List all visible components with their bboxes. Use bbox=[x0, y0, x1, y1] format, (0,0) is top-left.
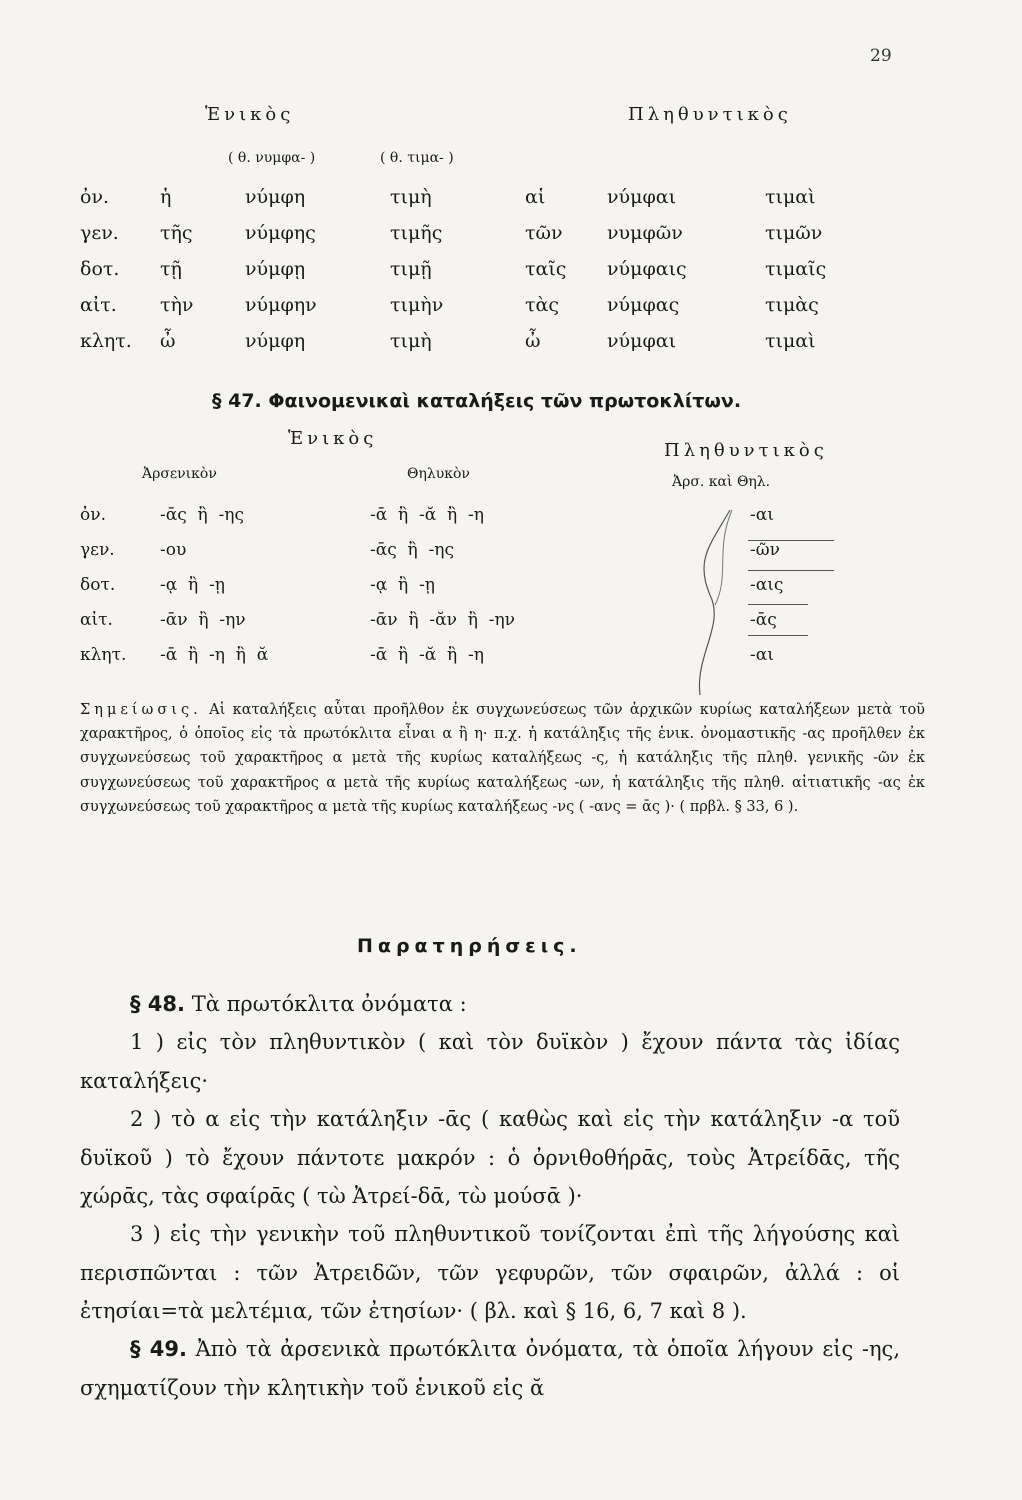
case-label: γεν. bbox=[80, 222, 119, 244]
ending-cell: -ᾱν ἢ -ην bbox=[160, 610, 246, 630]
table-cell: τιμὴ bbox=[390, 330, 432, 352]
item-text: 2 ) τὸ α εἰς τὴν κατάληξιν -ᾱς ( καθὼς καὶ εἰς τὴν κατάληξιν -α τοῦ δυϊκοῦ ) τὸ ἔχουν πάντοτε μακρόν : ὁ ὀρνιθοθήρᾱς, τοὺς Ἀτρείδᾱς, τῆς χώρᾱς, τὰς σφαίρᾱς ( τὼ Ἀτρεί-δᾱ, τὼ μούσᾱ )· bbox=[80, 1107, 900, 1208]
note-label: Σημείωσις. bbox=[80, 702, 202, 718]
table-cell: τιμὴ bbox=[390, 186, 432, 208]
table-cell: ἡ bbox=[160, 186, 172, 208]
section-text: Ἀπὸ τὰ ἀρσενικὰ πρωτόκλιτα ὀνόματα, τὰ ὁποῖα λήγουν εἰς -ης, σχηματίζουν τὴν κλητικὴν τοῦ ἑνικοῦ εἰς ᾰ bbox=[80, 1337, 900, 1400]
item-text: 1 ) εἰς τὸν πληθυντικὸν ( καὶ τὸν δυϊκὸν ) ἔχουν πάντα τὰς ἰδίας καταλήξεις· bbox=[80, 1030, 900, 1093]
table-cell: τὰς bbox=[525, 294, 559, 316]
table-cell: τῇ bbox=[160, 258, 182, 280]
page-number: 29 bbox=[870, 46, 892, 66]
table-cell: νύμφας bbox=[607, 294, 680, 316]
table-cell: νύμφαι bbox=[607, 186, 677, 208]
case-label: αἰτ. bbox=[80, 610, 113, 630]
divider bbox=[748, 604, 808, 605]
note-text: Αἱ καταλήξεις αὗται προῆλθον ἐκ συγχωνεύσεως τῶν ἀρχικῶν κυρίως καταλήξεων μετὰ τοῦ χαρακτῆρος, ὁ ὁποῖος εἰς τὰ πρωτόκλιτα εἶναι α ἢ η· π.χ. ἡ κατάληξις τῆς ἑνικ. ὀνομαστικῆς -ας προῆλθεν ἐκ συγχωνεύσεως τοῦ χαρακτῆρος α μετὰ τῆς κυρίως καταλήξεως -ς, ἡ κατάληξις τῆς πληθ. γενικῆς -ῶν ἐκ συγχωνεύσεως τοῦ χαρακτῆρος α μετὰ τῆς κυρίως καταλήξεως -ων, ἡ κατάληξις τῆς πληθ. αἰτιατικῆς -ας ἐκ συγχωνεύσεως τοῦ χαρακτῆρος α μετὰ τῆς κυρίως καταλήξεως -νς ( -ανς = ᾱς )· ( πρβλ. § 33, 6 ). bbox=[80, 702, 925, 815]
table-cell: τιμῶν bbox=[765, 222, 823, 244]
section-sign: § 49. bbox=[130, 1337, 187, 1361]
ending-cell: -αις bbox=[750, 575, 784, 595]
observations-heading: Παρατηρήσεις. bbox=[357, 935, 582, 957]
table-cell: τιμαὶ bbox=[765, 186, 816, 208]
divider bbox=[748, 540, 834, 541]
section-48-item-1 bbox=[80, 1023, 900, 1100]
ending-cell: -ᾱς ἢ -ης bbox=[160, 505, 244, 525]
column-heading: Ἀρσενικὸν bbox=[142, 466, 217, 482]
singular-heading: Ἑνικὸς bbox=[288, 428, 378, 449]
section-sign: § 47. bbox=[212, 390, 262, 412]
singular-heading: Ἑνικὸς bbox=[205, 104, 295, 125]
ending-cell: -ᾳ ἢ -ῃ bbox=[370, 575, 435, 595]
note-paragraph bbox=[80, 698, 925, 819]
table-cell: νύμφη bbox=[245, 330, 306, 352]
case-label: αἰτ. bbox=[80, 294, 117, 316]
column-heading: Θηλυκὸν bbox=[407, 466, 470, 482]
table-cell: ὦ bbox=[160, 330, 176, 352]
item-text: 3 ) εἰς τὴν γενικὴν τοῦ πληθυντικοῦ τονίζονται ἐπὶ τῆς λήγούσης καὶ περισπῶνται : τῶν Ἀτρειδῶν, τῶν γεφυρῶν, τῶν σφαιρῶν, ἀλλά : οἱ ἐτησίαι=τὰ μελτέμια, τῶν ἐτησίων· ( βλ. καὶ § 16, 6, 7 καὶ 8 ). bbox=[80, 1222, 900, 1323]
table-cell: τιμαὶ bbox=[765, 330, 816, 352]
table-cell: νυμφῶν bbox=[607, 222, 683, 244]
ending-cell: -ῶν bbox=[750, 540, 780, 560]
table-cell: τιμὴν bbox=[390, 294, 444, 316]
table-cell: νύμφαις bbox=[607, 258, 687, 280]
table-cell: αἱ bbox=[525, 186, 546, 208]
table-cell: τιμῆς bbox=[390, 222, 443, 244]
ending-cell: -ᾱν ἢ -ᾰν ἢ -ην bbox=[370, 610, 515, 630]
table-cell: τῶν bbox=[525, 222, 563, 244]
case-label: ὀν. bbox=[80, 505, 106, 525]
section-48-intro bbox=[80, 985, 900, 1024]
table-cell: τιμῇ bbox=[390, 258, 432, 280]
table-cell: τιμὰς bbox=[765, 294, 819, 316]
table-cell: ὦ bbox=[525, 330, 541, 352]
table-cell: τιμαῖς bbox=[765, 258, 827, 280]
case-label: δοτ. bbox=[80, 575, 116, 595]
section-heading: Φαινομενικαὶ καταλήξεις τῶν πρωτοκλίτων. bbox=[268, 390, 742, 412]
theme-label: ( θ. νυμφα- ) bbox=[228, 150, 316, 166]
divider bbox=[748, 635, 808, 636]
ending-cell: -ᾳ ἢ -ῃ bbox=[160, 575, 225, 595]
section-title bbox=[212, 390, 741, 412]
plural-heading: Πληθυντικὸς bbox=[628, 104, 792, 125]
table-cell: τῆς bbox=[160, 222, 193, 244]
table-cell: νύμφῃ bbox=[245, 258, 306, 280]
case-label: κλητ. bbox=[80, 330, 132, 352]
ending-cell: -ᾱ ἢ -ᾰ ἢ -η bbox=[370, 645, 484, 665]
ending-cell: -ου bbox=[160, 540, 187, 560]
table-cell: νύμφαι bbox=[607, 330, 677, 352]
section-48-item-3 bbox=[80, 1215, 900, 1331]
plural-bracket-decoration bbox=[670, 505, 840, 700]
ending-cell: -ᾱ ἢ -ᾰ ἢ -η bbox=[370, 505, 484, 525]
column-heading: Ἀρσ. καὶ Θηλ. bbox=[672, 474, 771, 490]
case-label: ὀν. bbox=[80, 186, 110, 208]
section-49 bbox=[80, 1330, 900, 1407]
case-label: δοτ. bbox=[80, 258, 120, 280]
table-cell: νύμφη bbox=[245, 186, 306, 208]
plural-heading: Πληθυντικὸς bbox=[664, 440, 828, 461]
case-label: γεν. bbox=[80, 540, 115, 560]
ending-cell: -ᾱς bbox=[750, 610, 777, 630]
ending-cell: -αι bbox=[750, 505, 774, 525]
table-cell: νύμφης bbox=[245, 222, 316, 244]
ending-cell: -ᾱ ἢ -η ἢ ᾰ bbox=[160, 645, 269, 665]
theme-label: ( θ. τιμα- ) bbox=[380, 150, 454, 166]
section-48-item-2 bbox=[80, 1100, 900, 1216]
table-cell: ταῖς bbox=[525, 258, 567, 280]
divider bbox=[748, 570, 834, 571]
ending-cell: -αι bbox=[750, 645, 774, 665]
table-cell: τὴν bbox=[160, 294, 194, 316]
table-cell: νύμφην bbox=[245, 294, 317, 316]
section-intro: Τὰ πρωτόκλιτα ὀνόματα : bbox=[191, 992, 467, 1016]
case-label: κλητ. bbox=[80, 645, 127, 665]
ending-cell: -ᾱς ἢ -ης bbox=[370, 540, 454, 560]
section-sign: § 48. bbox=[130, 992, 186, 1016]
